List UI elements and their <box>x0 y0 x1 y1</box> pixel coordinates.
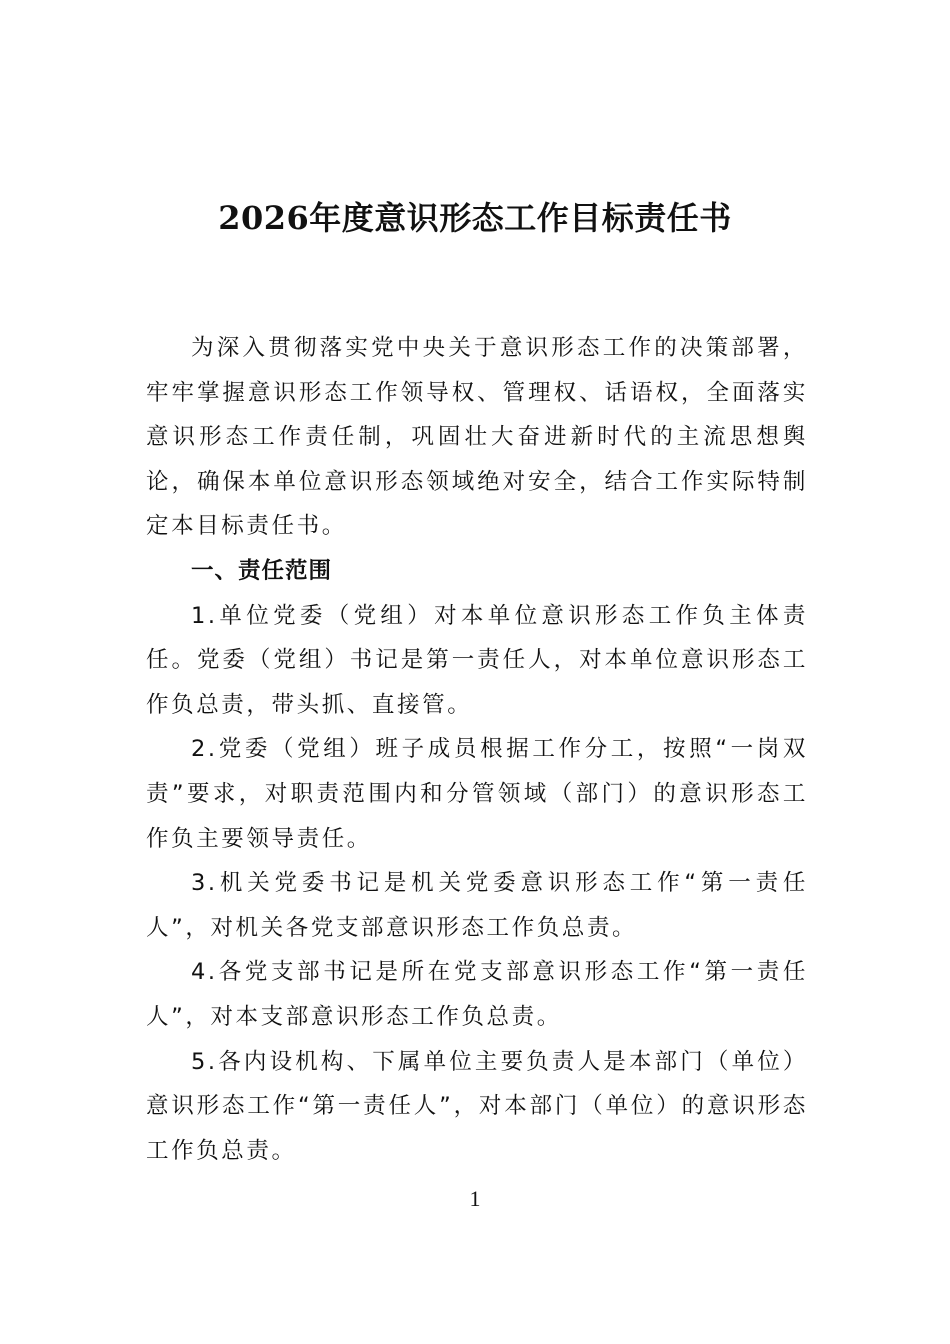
document-body <box>146 326 808 1173</box>
list-item: 2.党委（党组）班子成员根据工作分工，按照“一岗双责”要求，对职责范围内和分管领域（部门）的意识形态工作负主要领导责任。 <box>146 736 808 852</box>
document-title: 2026年度意识形态工作目标责任书 <box>218 199 732 237</box>
list-item: 1.单位党委（党组）对本单位意识形态工作负主体责任。党委（党组）书记是第一责任人，对本单位意识形态工作负总责，带头抓、直接管。 <box>146 602 808 718</box>
section-heading-responsibility-scope: 一、责任范围 <box>191 557 333 584</box>
list-item: 3.机关党委书记是机关党委意识形态工作“第一责任人”，对机关各党支部意识形态工作负总责。 <box>146 870 808 941</box>
page-number: 1 <box>469 1186 481 1211</box>
intro-paragraph: 为深入贯彻落实党中央关于意识形态工作的决策部署，牢牢掌握意识形态工作领导权、管理权、话语权，全面落实意识形态工作责任制，巩固壮大奋进新时代的主流思想舆论，确保本单位意识形态领域绝对安全，结合工作实际特制定本目标责任书。 <box>146 335 808 540</box>
list-item: 5.各内设机构、下属单位主要负责人是本部门（单位）意识形态工作“第一责任人”，对本部门（单位）的意识形态工作负总责。 <box>146 1048 808 1164</box>
list-item: 4.各党支部书记是所在党支部意识形态工作“第一责任人”，对本支部意识形态工作负总责。 <box>146 959 808 1030</box>
